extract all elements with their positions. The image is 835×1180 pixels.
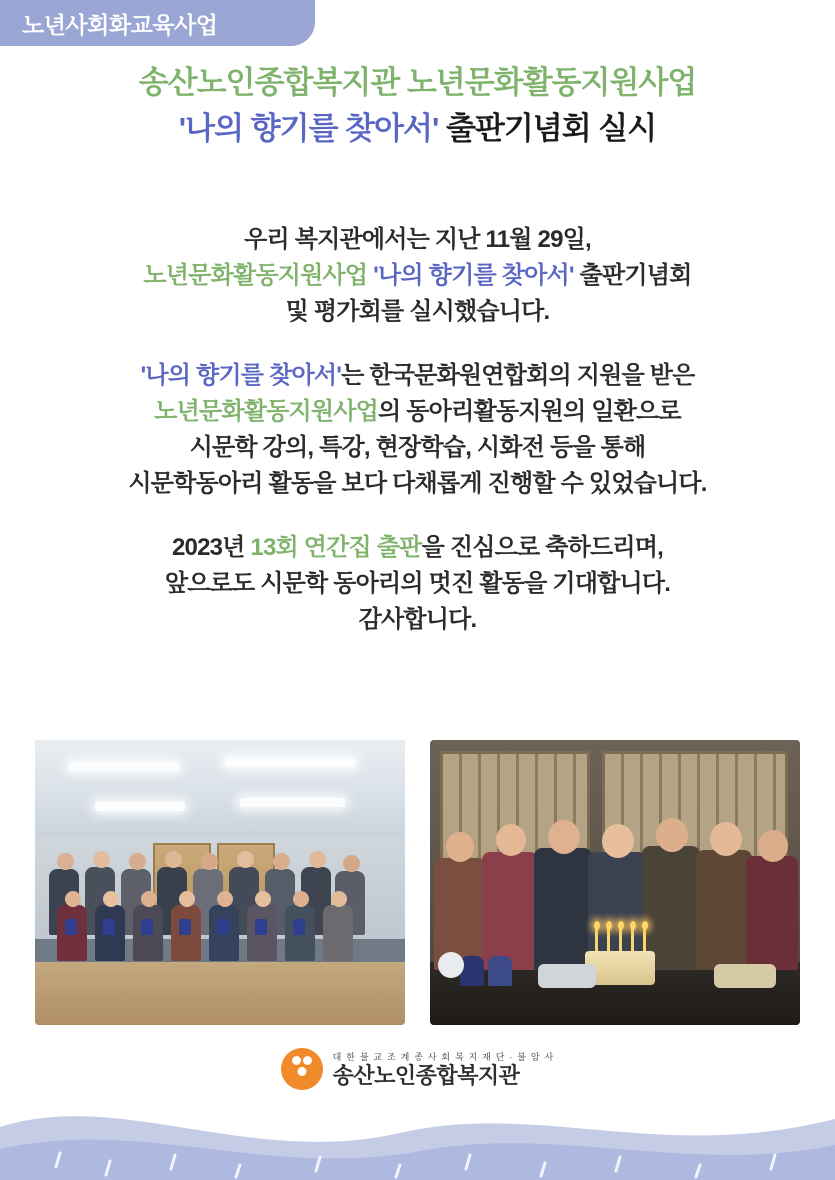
photo-1-attendees [35,843,405,974]
paragraph-2-line-1-rest: 는 한국문화원연합회의 지원을 받은 [341,362,695,389]
photo-1-ceiling-light [95,802,185,811]
participant-head [496,824,526,856]
attendee-head [103,891,119,907]
page-title-line-1: 송산노인종합복지관 노년문화활동지원사업 [138,65,697,100]
book-held [179,919,191,935]
photo-1-ceiling-light [69,762,179,771]
attendee-head [293,891,309,907]
bottom-wave-decoration [0,1075,835,1180]
paragraph-2-line-1 [0,358,835,394]
paragraph-3 [0,530,835,638]
participant-head [602,824,634,858]
dessert-tray [714,964,776,988]
cake-candle [631,929,634,951]
book-held [141,919,153,935]
paragraph-3-line-2: 앞으로도 시문학 동아리의 멋진 활동을 기대합니다. [164,570,671,597]
attendee-head [93,851,110,868]
page-title-event: 출판기념회 실시 [445,110,657,146]
attendee-head [343,855,360,872]
participant-head [710,822,742,856]
attendee-head [141,891,157,907]
footer-org-name: 송산노인종합복지관 [332,1062,520,1088]
page-title-book-name: '나의 향기를 찾아서' [178,110,439,146]
book-held [65,919,77,935]
attendee-head [129,853,146,870]
page-title [0,62,835,150]
cake-candle [619,929,622,951]
flower-bouquet [438,952,464,978]
wave-shape [0,1075,835,1180]
paragraph-3-year: 2023년 [171,534,245,561]
attendee-head [65,891,81,907]
attendee-head [331,891,347,907]
participant [434,858,486,970]
participant [696,850,752,970]
cake-candle [607,929,610,951]
paragraph-3-line-1-rest: 을 진심으로 축하드리며, [421,534,664,561]
photo-1-ceiling-light [240,798,345,807]
participant-head [548,820,580,854]
program-ribbon [0,0,315,46]
program-name-highlight: 노년문화활동지원사업 [154,398,379,425]
photo-1-ceiling [35,740,405,843]
participant [534,848,592,970]
publication-highlight: 13회 연간집 출판 [250,534,422,561]
attendee-head [165,851,182,868]
paragraph-1-line-1: 우리 복지관에서는 지난 11월 29일, [244,226,591,253]
displayed-book [460,956,484,986]
photo-group-ceremony [35,740,405,1025]
paragraph-1-line-3: 및 평가회를 실시했습니다. [285,298,550,325]
photo-1-ceiling-light [225,758,355,767]
paragraph-3-line-1 [0,530,835,566]
page-title-line-2 [0,108,835,150]
attendee-head [179,891,195,907]
book-held [293,919,305,935]
paragraph-2-line-2-rest: 의 동아리활동지원의 일환으로 [378,398,681,425]
attendee-head [57,853,74,870]
program-name-highlight: 노년문화활동지원사업 [143,262,368,289]
attendee-head [201,853,218,870]
cake-candle [595,929,598,951]
attendee [323,905,353,961]
paragraph-2 [0,358,835,502]
displayed-book [488,956,512,986]
attendee-head [237,851,254,868]
program-ribbon-label: 노년사회화교육사업 [22,11,218,38]
book-name-highlight: '나의 향기를 찾아서' [140,362,342,389]
photo-cake-cutting [430,740,800,1025]
attendee-head [255,891,271,907]
paragraph-2-line-3: 시문학 강의, 특강, 현장학습, 시화전 등을 통해 [189,434,646,461]
paragraph-2-line-2 [0,394,835,430]
paragraph-2-line-4: 시문학동아리 활동을 보다 다채롭게 진행할 수 있었습니다. [128,470,707,497]
participant-head [446,832,474,862]
cake-candle [643,929,646,951]
book-name-highlight: '나의 향기를 찾아서' [373,262,574,289]
participant [482,852,538,970]
participant-head [758,830,788,862]
attendee-head [273,853,290,870]
paragraph-1-line-2 [0,258,835,294]
article-body [0,222,835,638]
attendee-head [309,851,326,868]
book-held [103,919,115,935]
participant [746,856,798,970]
attendee-head [217,891,233,907]
participant-head [656,818,688,852]
book-held [255,919,267,935]
paragraph-1 [0,222,835,330]
dessert-tray [538,964,596,988]
book-held [217,919,229,935]
paragraph-3-line-3: 감사합니다. [358,606,477,633]
footer-org-affiliation: 대 한 불 교 조 계 종 사 회 복 지 재 단 · 불 암 사 [332,1051,555,1062]
photo-gallery [35,740,800,1025]
paragraph-1-line-2-rest: 출판기념회 [579,262,692,289]
